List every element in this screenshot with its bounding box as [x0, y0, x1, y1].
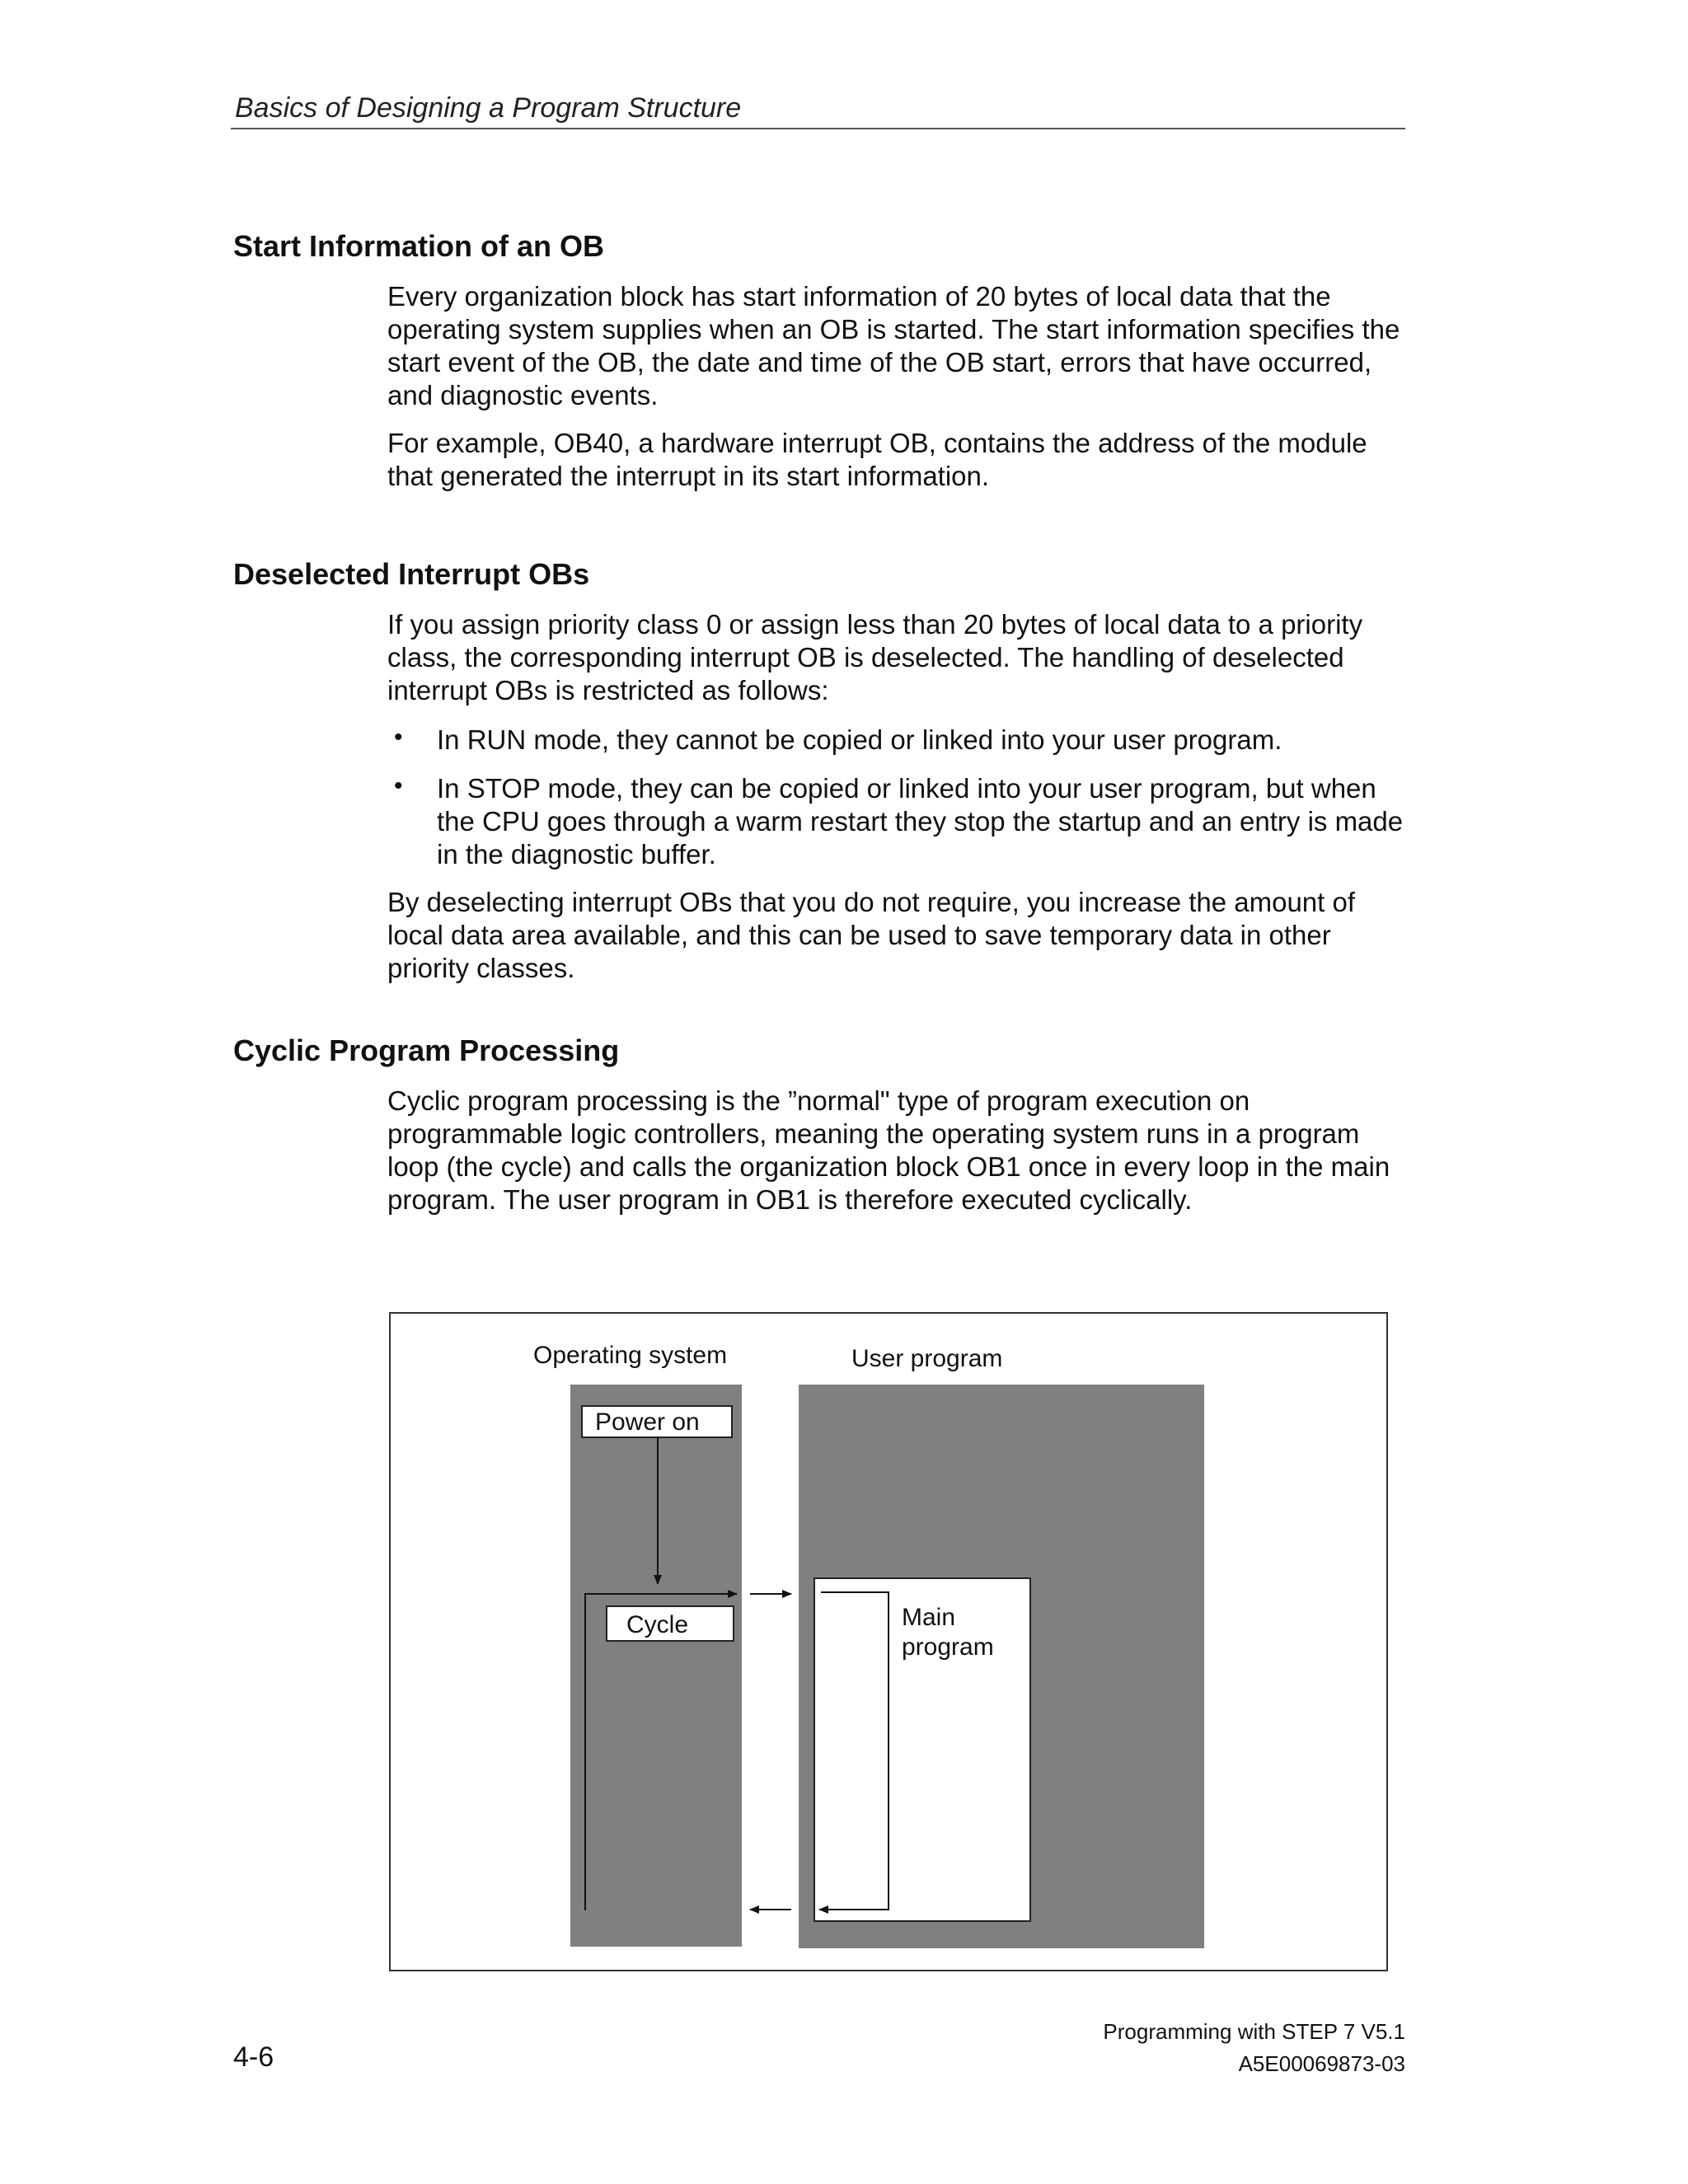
operating-system-label: Operating system [533, 1342, 728, 1369]
bullet-icon: • [394, 724, 403, 751]
main-program-label-line1: Main [902, 1604, 956, 1631]
list-item: In STOP mode, they can be copied or linked into your user program, but when the CPU goes through a warm restart they stop the startup and an entry is made in the diagnostic buffer. [437, 773, 1404, 869]
paragraph: Every organization block has start information of 20 bytes of local data that the operating system supplies when an OB is started. The start information specifies the start event of the OB, the date and time of the OB start, errors that have occurred, and diagnostic events. [387, 281, 1400, 410]
main-program-label-line2: program [902, 1633, 994, 1661]
heading-start-information: Start Information of an OB [233, 229, 604, 263]
running-header: Basics of Designing a Program Structure [235, 92, 742, 124]
footer-product: Programming with STEP 7 V5.1 [1103, 2019, 1405, 2044]
heading-deselected-interrupt-obs: Deselected Interrupt OBs [233, 557, 590, 591]
page-number: 4-6 [233, 2041, 274, 2073]
paragraph: For example, OB40, a hardware interrupt OB, contains the address of the module that generated the interrupt in its start information. [387, 428, 1367, 491]
power-on-label: Power on [595, 1408, 700, 1436]
paragraph: By deselecting interrupt OBs that you do not require, you increase the amount of local data area available, and this can be used to save temporary data in other priority classes. [387, 887, 1356, 983]
user-program-label: User program [851, 1345, 1003, 1372]
operating-system-block [570, 1385, 742, 1947]
cycle-label: Cycle [626, 1611, 689, 1638]
header-rule [231, 128, 1405, 129]
cyclic-processing-diagram [389, 1312, 1388, 1971]
bullet-icon: • [394, 772, 403, 799]
heading-cyclic-program-processing: Cyclic Program Processing [233, 1033, 620, 1067]
list-item: In RUN mode, they cannot be copied or linked into your user program. [437, 724, 1282, 755]
paragraph: Cyclic program processing is the ”normal" type of program execution on programmable logic controllers, meaning the operating system runs in a program loop (the cycle) and calls the organization block OB1 once in every loop in the main program. The user program in OB1 is therefore executed cyclically. [387, 1085, 1390, 1215]
paragraph: If you assign priority class 0 or assign less than 20 bytes of local data to a priority class, the corresponding interrupt OB is deselected. The handling of deselected interrupt OBs is restricted as follows: [387, 609, 1363, 705]
footer-doc-id: A5E00069873-03 [1238, 2051, 1405, 2076]
